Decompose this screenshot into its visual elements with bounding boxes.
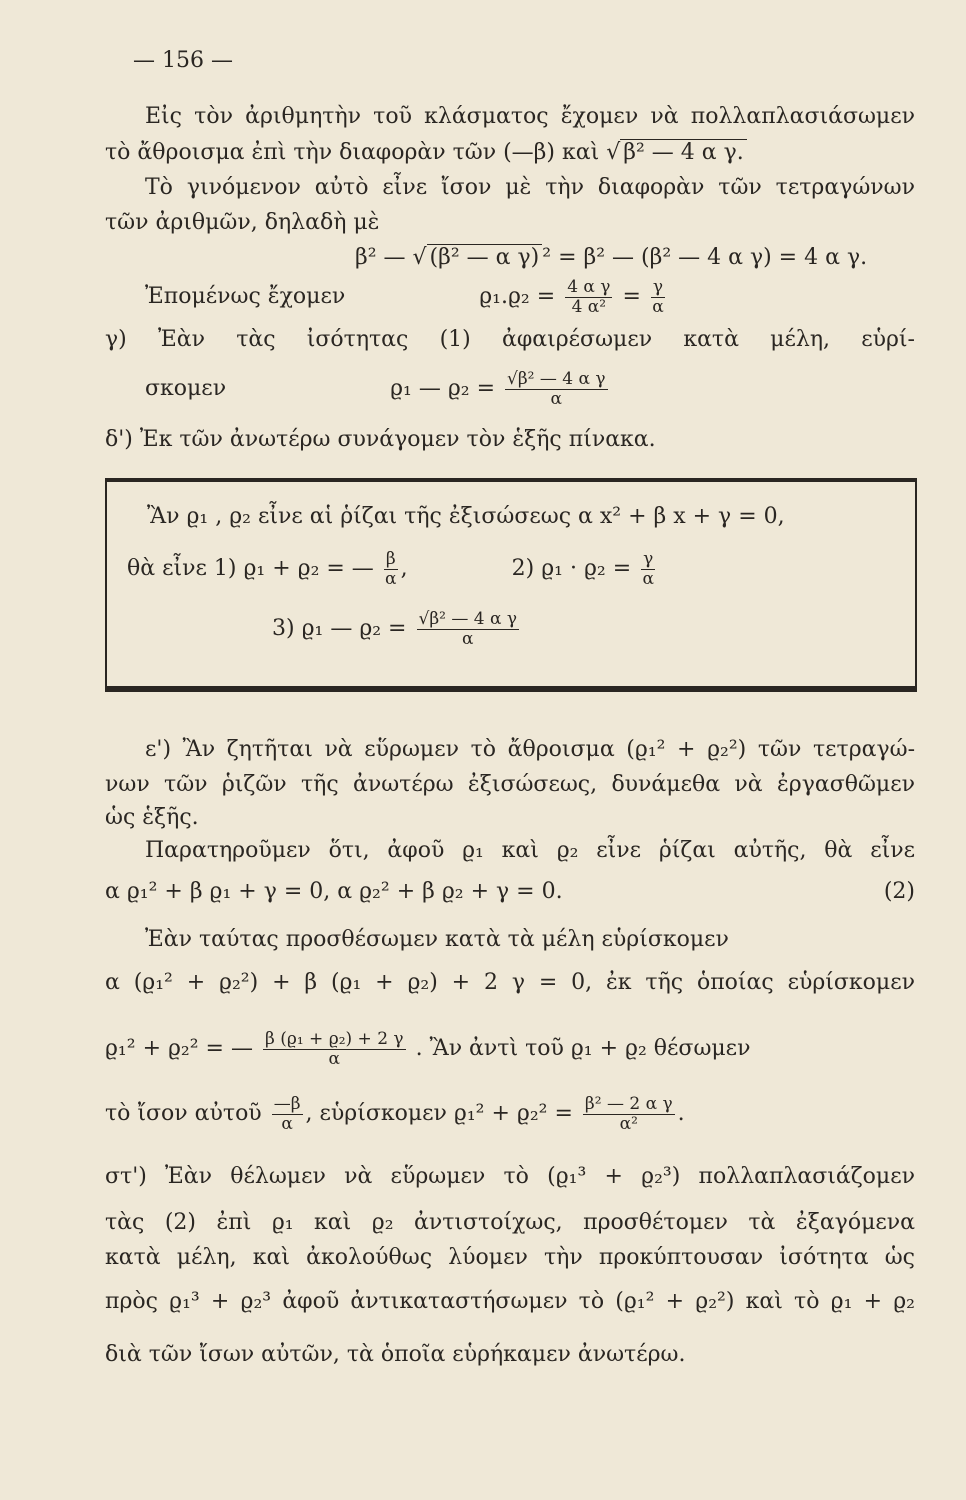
box-formula: θὰ εἶνε 1) ϱ₁ + ϱ₂ = — $\frac{\beta}{\alpha}$ , 2) ϱ₁ · ϱ₂ = $\frac{\gamma}{\alpha}$ — [127, 549, 654, 589]
text-line: α (ϱ₁² + ϱ₂²) + β (ϱ₁ + ϱ₂) + 2 γ = 0, ἐκ τῆς ὁποίας εὑρίσκομεν — [105, 970, 915, 995]
box-formula: 3) ϱ₁ — ϱ₂ = $\frac{\text{√β² — 4 α γ}}{\alpha}$ — [272, 609, 518, 649]
text-line: ε') Ἂν ζητῆται νὰ εὕρωμεν τὸ ἄθροισμα (ϱ₁² + ϱ₂²) τῶν τετραγώ- — [145, 737, 915, 762]
text-line: Παρατηροῦμεν ὅτι, ἀφοῦ ϱ₁ καὶ ϱ₂ εἶνε ῥίζαι αὐτῆς, θὰ εἶνε — [145, 838, 915, 863]
formula-line: τὸ ἴσον αὐτοῦ $\frac{—\beta}{\alpha}$ , εὑρίσκομεν ϱ₁² + ϱ₂² = $\frac{\text{β² — 2 α γ}}{\text{α²}}$ . — [105, 1094, 685, 1134]
text-line: στ') Ἐὰν θέλωμεν νὰ εὕρωμεν τὸ (ϱ₁³ + ϱ₂³) πολλαπλασιάζομεν — [105, 1164, 915, 1189]
box-line: Ἂν ϱ₁ , ϱ₂ εἶνε αἱ ῥίζαι τῆς ἐξισώσεως α x² + β x + γ = 0, — [147, 504, 785, 529]
text-line: Εἰς τὸν ἀριθμητὴν τοῦ κλάσματος ἔχομεν νὰ πολλαπλασιάσωμεν — [145, 104, 915, 129]
text-line: πρὸς ϱ₁³ + ϱ₂³ ἀφοῦ ἀντικαταστήσωμεν τὸ (ϱ₁² + ϱ₂²) καὶ τὸ ϱ₁ + ϱ₂ — [105, 1289, 915, 1314]
text-line: κατὰ μέλη, καὶ ἀκολούθως λύομεν τὴν προκύπτουσαν ἰσότητα ὡς — [105, 1245, 915, 1270]
page-number: — 156 — — [133, 48, 233, 73]
text-line: τὸ ἄθροισμα ἐπὶ τὴν διαφορὰν τῶν (—β) καὶ √ β² — 4 α γ. — [105, 138, 915, 168]
text-line: νων τῶν ῥιζῶν τῆς ἀνωτέρω ἐξισώσεως, δυνάμεθα νὰ ἐργασθῶμεν — [105, 772, 915, 797]
text-line: Τὸ γινόμενον αὐτὸ εἶνε ἴσον μὲ τὴν διαφορὰν τῶν τετραγώνων — [145, 175, 915, 200]
formula-line: β² — √ (β² — α γ) ² = β² — (β² — 4 α γ) = 4 α γ. — [355, 245, 868, 270]
text-line: διὰ τῶν ἴσων αὐτῶν, τὰ ὁποῖα εὑρήκαμεν ἀνωτέρω. — [105, 1342, 686, 1367]
text-line: γ) Ἐὰν τὰς ἰσότητας (1) ἀφαιρέσωμεν κατὰ μέλη, εὑρί- — [105, 327, 915, 352]
text-line: Ἐὰν ταύτας προσθέσωμεν κατὰ τὰ μέλη εὑρίσκομεν — [145, 927, 729, 952]
text-line: τὰς (2) ἐπὶ ϱ₁ καὶ ϱ₂ ἀντιστοίχως, προσθέτομεν τὰ ἐξαγόμενα — [105, 1210, 915, 1235]
text-line: ὡς ἑξῆς. — [105, 805, 199, 830]
formula-line: α ϱ₁² + β ϱ₁ + γ = 0, α ϱ₂² + β ϱ₂ + γ = 0. (2) — [105, 879, 915, 904]
summary-table-box — [105, 478, 917, 692]
formula-line: Ἐπομένως ἔχομεν ϱ₁.ϱ₂ = $\frac{\text{4 α γ}}{\text{4 α²}}$ = $\frac{\gamma}{\alpha}$ — [145, 277, 664, 317]
formula-line: σκομεν ϱ₁ — ϱ₂ = $\frac{\text{√β² — 4 α γ}}{\alpha}$ — [145, 369, 606, 409]
text-line: τῶν ἀριθμῶν, δηλαδὴ μὲ — [105, 210, 380, 235]
formula-line: ϱ₁² + ϱ₂² = — $\frac{\text{β (ϱ₁ + ϱ₂) + 2 γ}}{\alpha}$ . Ἂν ἀντὶ τοῦ ϱ₁ + ϱ₂ θέσωμεν — [105, 1029, 751, 1069]
text-line: δ') Ἐκ τῶν ἀνωτέρω συνάγομεν τὸν ἑξῆς πίνακα. — [105, 427, 656, 452]
